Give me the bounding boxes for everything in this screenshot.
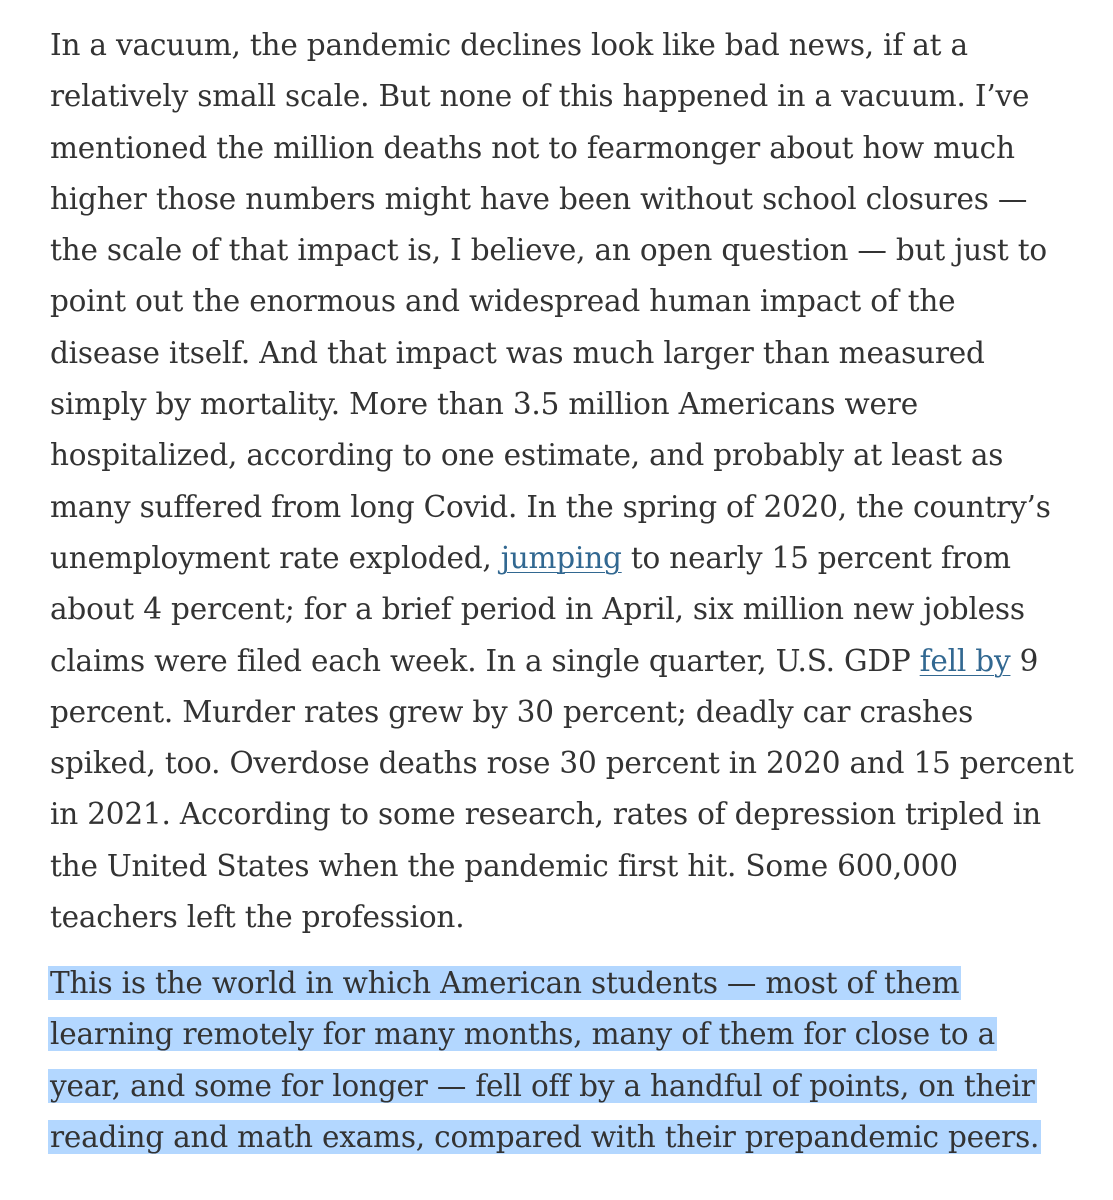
text-line: disease itself. And that impact was much larger than measured — [50, 335, 985, 370]
text-line: In a vacuum, the pandemic declines look like bad news, if at a — [50, 28, 968, 62]
paragraph-pandemic-impact — [50, 20, 1074, 943]
text-line: point out the enormous and widespread human impact of the — [50, 284, 956, 319]
selected-text-line — [50, 958, 1041, 1009]
selected-text-line — [50, 1061, 1041, 1112]
text-line: about 4 percent; for a brief period in April, six million new jobless — [50, 592, 1025, 627]
fell-by-link[interactable]: fell by — [919, 643, 1011, 678]
selected-text-line — [50, 1112, 1041, 1163]
paragraph-selected-students[interactable] — [50, 958, 1041, 1163]
jumping-link[interactable]: jumping — [500, 540, 622, 575]
text-line: relatively small scale. But none of this happened in a vacuum. I’ve — [50, 79, 1030, 114]
text-line: the scale of that impact is, I believe, an open question — but just to — [50, 233, 1047, 268]
text-line: spiked, too. Overdose deaths rose 30 percent in 2020 and 15 percent — [50, 746, 1074, 781]
text-line — [50, 533, 1074, 584]
text-line: the United States when the pandemic first hit. Some 600,000 — [50, 848, 958, 883]
text-line: higher those numbers might have been without school closures — — [50, 181, 1028, 216]
text-line: in 2021. According to some research, rates of depression tripled in — [50, 797, 1041, 832]
text-selection: year, and some for longer — fell off by a handful of points, on their — [50, 1068, 1035, 1103]
text-fragment: unemployment rate exploded, — [50, 540, 501, 575]
text-line: mentioned the million deaths not to fearmonger about how much — [50, 130, 1015, 165]
text-selection: This is the world in which American students — most of them — [50, 966, 960, 1000]
text-fragment: 9 — [1010, 643, 1039, 678]
text-line: hospitalized, according to one estimate, and probably at least as — [50, 438, 1004, 473]
text-line: percent. Murder rates grew by 30 percent; deadly car crashes — [50, 694, 974, 729]
text-line: teachers left the profession. — [50, 900, 465, 935]
text-fragment: to nearly 15 percent from — [621, 540, 1011, 575]
text-selection: learning remotely for many months, many of them for close to a — [50, 1017, 995, 1052]
text-line — [50, 636, 1074, 687]
text-selection: reading and math exams, compared with their prepandemic peers. — [50, 1119, 1040, 1154]
text-fragment: claims were filed each week. In a single quarter, U.S. GDP — [50, 643, 920, 678]
text-line: many suffered from long Covid. In the spring of 2020, the country’s — [50, 489, 1051, 524]
text-line: simply by mortality. More than 3.5 million Americans were — [50, 387, 918, 422]
selected-text-line — [50, 1009, 1041, 1060]
